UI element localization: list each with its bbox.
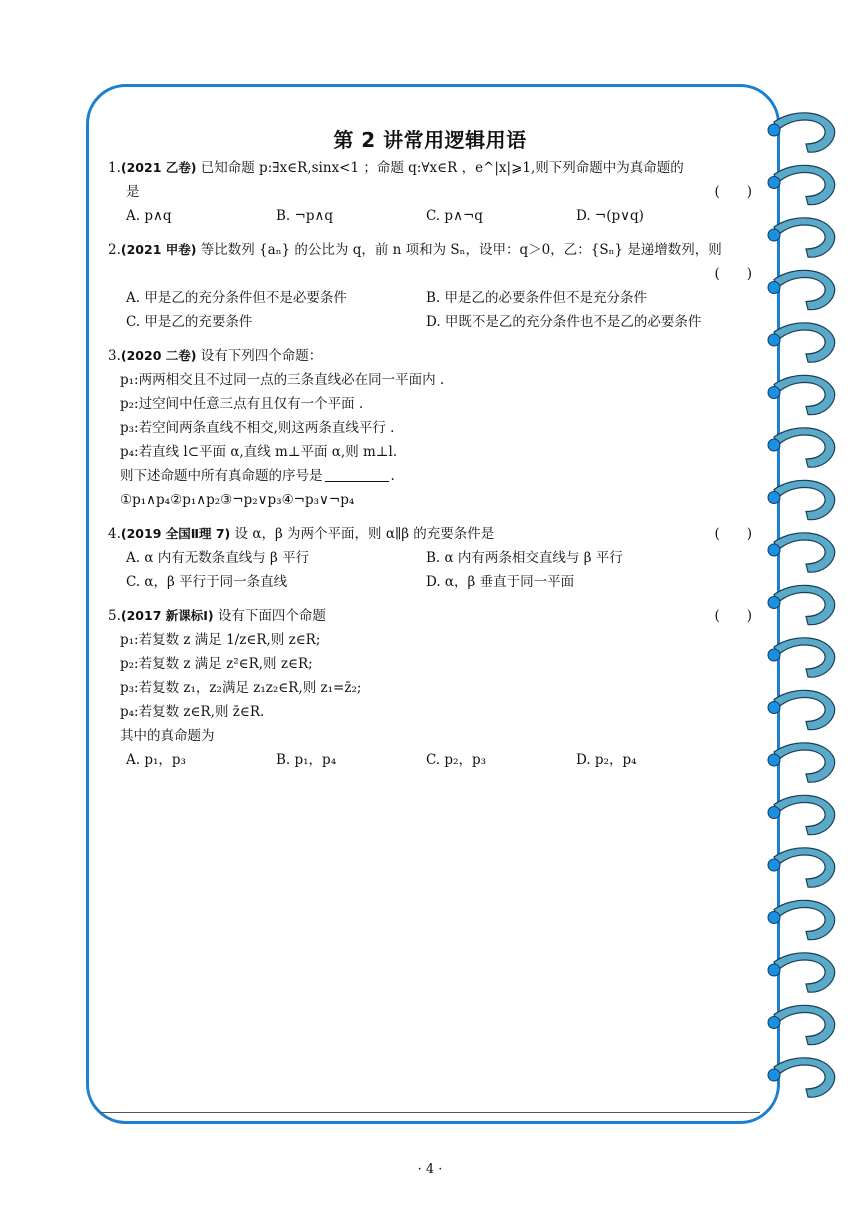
question-1 — [108, 156, 760, 228]
spiral-ring — [768, 218, 835, 257]
options — [108, 286, 760, 334]
question-5 — [108, 604, 760, 772]
spiral-ring — [768, 428, 835, 467]
spiral-ring — [768, 165, 835, 204]
question-3 — [108, 344, 760, 512]
proposition: p₂:若复数 z 满足 z²∈R,则 z∈R; — [120, 656, 313, 672]
option-a: A. p₁，p₃ — [126, 752, 186, 768]
question-ask: 其中的真命题为 — [120, 728, 215, 744]
proposition: p₄:若直线 l⊂平面 α,直线 m⊥平面 α,则 m⊥l. — [120, 444, 398, 460]
spiral-ring — [768, 323, 835, 362]
answer-paren: ( ) — [714, 608, 752, 624]
question-text-cont: 是 — [126, 184, 140, 200]
ask-end: . — [390, 468, 395, 484]
spiral-ring — [768, 585, 835, 624]
spiral-ring — [768, 375, 835, 414]
bottom-rule — [100, 1112, 760, 1113]
question-text: 设 α，β 为两个平面，则 α∥β 的充要条件是 — [234, 526, 495, 542]
question-2-stem — [108, 238, 760, 262]
question-list — [108, 156, 760, 772]
option-d: D. ¬(p∨q) — [576, 208, 644, 224]
question-4-stem — [108, 522, 760, 546]
spiral-ring — [768, 480, 835, 519]
question-2 — [108, 238, 760, 334]
spiral-ring — [768, 900, 835, 939]
question-source: (2017 新课标Ⅰ) — [120, 608, 214, 623]
spiral-ring — [768, 848, 835, 887]
option-a: A. p∧q — [126, 208, 172, 224]
option-d: D. p₂，p₄ — [576, 752, 637, 768]
question-number: 4. — [108, 526, 121, 542]
choice-list: ①p₁∧p₄②p₁∧p₂③¬p₂∨p₃④¬p₃∨¬p₄ — [120, 492, 355, 508]
option-a: A. α 内有无数条直线与 β 平行 — [126, 550, 310, 566]
spiral-ring — [768, 533, 835, 572]
proposition: p₂:过空间中任意三点有且仅有一个平面 . — [120, 396, 364, 412]
spiral-ring — [768, 953, 835, 992]
question-number: 2. — [108, 242, 121, 258]
spiral-ring — [768, 638, 835, 677]
question-source: (2021 乙卷) — [120, 160, 197, 175]
option-b: B. α 内有两条相交直线与 β 平行 — [426, 550, 623, 566]
question-source: (2019 全国Ⅱ理 7) — [120, 526, 231, 541]
options — [108, 204, 760, 228]
option-b: B. 甲是乙的必要条件但不是充分条件 — [426, 290, 648, 306]
spiral-ring — [768, 1005, 835, 1044]
proposition: p₁:两两相交且不过同一点的三条直线必在同一平面内 . — [120, 372, 445, 388]
answer-paren: ( ) — [714, 266, 752, 282]
question-3-stem — [108, 344, 760, 368]
option-c: C. α，β 平行于同一条直线 — [126, 574, 288, 590]
question-5-stem — [108, 604, 760, 628]
spiral-ring — [768, 690, 835, 729]
question-source: (2020 二卷) — [120, 348, 197, 363]
option-a: A. 甲是乙的充分条件但不是必要条件 — [126, 290, 347, 306]
question-text: 设有下列四个命题： — [200, 348, 323, 364]
spiral-ring — [768, 743, 835, 782]
question-text: 设有下面四个命题 — [217, 608, 326, 624]
option-b: B. p₁，p₄ — [276, 752, 337, 768]
proposition: p₁:若复数 z 满足 1/z∈R,则 z∈R; — [120, 632, 321, 648]
proposition: p₃:若复数 z₁，z₂满足 z₁z₂∈R,则 z₁=z̄₂; — [120, 680, 362, 696]
spiral-ring — [768, 270, 835, 309]
option-c: C. p₂，p₃ — [426, 752, 487, 768]
question-ask — [108, 464, 760, 488]
option-c: C. 甲是乙的充要条件 — [126, 314, 253, 330]
question-text: 已知命题 p:∃x∈R,sinx<1 ；命题 q:∀x∈R ，e^|x|⩾1,则下列命题中为真命题的 — [200, 160, 684, 176]
option-b: B. ¬p∧q — [276, 208, 333, 224]
question-number: 3. — [108, 348, 121, 364]
options — [108, 748, 760, 772]
option-c: C. p∧¬q — [426, 208, 483, 224]
proposition: p₃:若空间两条直线不相交,则这两条直线平行 . — [120, 420, 395, 436]
answer-blank[interactable] — [325, 467, 389, 482]
answer-paren: ( ) — [714, 184, 752, 200]
answer-paren: ( ) — [714, 526, 752, 542]
question-number: 5. — [108, 608, 121, 624]
option-d: D. α，β 垂直于同一平面 — [426, 574, 575, 590]
question-source: (2021 甲卷) — [120, 242, 197, 257]
spiral-binding — [764, 108, 844, 1108]
question-1-stem — [108, 156, 760, 180]
page-number: · 4 · — [417, 1162, 443, 1177]
question-number: 1. — [108, 160, 121, 176]
spiral-ring — [768, 795, 835, 834]
question-text: 等比数列 {aₙ} 的公比为 q，前 n 项和为 Sₙ，设甲：q＞0，乙：{Sₙ} 是递增数列，则 — [200, 242, 722, 258]
page-title: 第 2 讲常用逻辑用语 — [333, 128, 527, 152]
spiral-ring — [768, 1058, 835, 1097]
options — [108, 546, 760, 594]
proposition: p₄:若复数 z∈R,则 z̄∈R. — [120, 704, 265, 720]
ask-text: 则下述命题中所有真命题的序号是 — [120, 468, 323, 484]
option-d: D. 甲既不是乙的充分条件也不是乙的必要条件 — [426, 314, 702, 330]
question-4 — [108, 522, 760, 594]
